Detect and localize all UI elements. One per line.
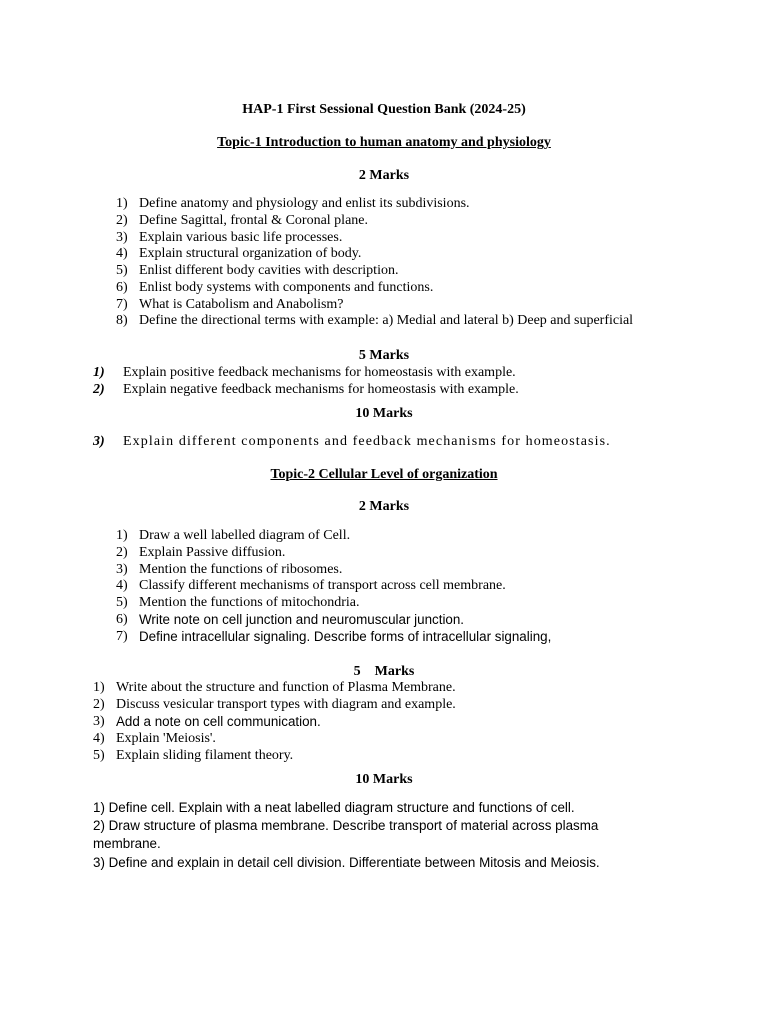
- list-item-number: 7): [116, 629, 128, 644]
- list-item: Explain Passive diffusion.: [139, 545, 286, 560]
- topic2-10marks-heading: 10 Marks: [355, 772, 413, 787]
- list-item: Define Sagittal, frontal & Coronal plane.: [139, 213, 368, 228]
- list-item: What is Catabolism and Anabolism?: [139, 297, 344, 312]
- list-item-number: 1): [116, 196, 128, 211]
- list-item: Explain positive feedback mechanisms for homeostasis with example.: [123, 365, 516, 380]
- list-item: Enlist body systems with components and functions.: [139, 280, 434, 295]
- list-item: Define intracellular signaling. Describe forms of intracellular signaling,: [139, 629, 552, 644]
- list-item-number: 4): [116, 246, 128, 261]
- list-item-number: 3): [93, 714, 105, 729]
- topic1-5marks-heading: 5 Marks: [358, 348, 410, 363]
- list-item-number: 1): [116, 528, 128, 543]
- list-item: Write about the structure and function of Plasma Membrane.: [116, 680, 456, 695]
- list-item-number: 2): [116, 213, 128, 228]
- list-item: Explain various basic life processes.: [139, 230, 343, 245]
- list-item: Explain different components and feedback mechanisms for homeostasis.: [123, 434, 611, 449]
- list-item: Mention the functions of mitochondria.: [139, 595, 360, 610]
- list-item-number: 5): [116, 263, 128, 278]
- list-item: Explain 'Meiosis'.: [116, 731, 216, 746]
- document-title: HAP-1 First Sessional Question Bank (2024-25): [242, 102, 526, 117]
- list-item-number: 3): [116, 562, 128, 577]
- list-item: Explain sliding filament theory.: [116, 748, 294, 763]
- list-item-number: 6): [116, 612, 128, 627]
- topic2-2marks-heading: 2 Marks: [358, 499, 410, 514]
- topic1-2marks-heading: 2 Marks: [358, 168, 410, 183]
- list-item: 3) Define and explain in detail cell division. Differentiate between Mitosis and Meiosis.: [93, 855, 600, 870]
- list-item: Write note on cell junction and neuromuscular junction.: [139, 612, 465, 627]
- list-item-number: 2): [116, 545, 128, 560]
- list-item-number: 3): [116, 230, 128, 245]
- topic1-heading: Topic-1 Introduction to human anatomy and physiology: [217, 135, 551, 150]
- list-item-number: 6): [116, 280, 128, 295]
- list-item: Explain structural organization of body.: [139, 246, 362, 261]
- list-item-number: 2): [93, 697, 105, 712]
- list-item-number: 4): [116, 578, 128, 593]
- list-item-number: 2): [93, 382, 105, 397]
- list-item-number: 8): [116, 313, 128, 328]
- list-item-number: 4): [93, 731, 105, 746]
- list-item-number: 1): [93, 680, 105, 695]
- list-item: Define the directional terms with example: a) Medial and lateral b) Deep and superficial: [139, 313, 634, 328]
- list-item: Define anatomy and physiology and enlist its subdivisions.: [139, 196, 470, 211]
- list-item: Draw a well labelled diagram of Cell.: [139, 528, 351, 543]
- list-item-number: 3): [93, 434, 105, 449]
- list-item-number: 5): [116, 595, 128, 610]
- list-item-continuation: membrane.: [93, 836, 161, 851]
- topic2-heading: Topic-2 Cellular Level of organization: [270, 467, 498, 482]
- list-item: Classify different mechanisms of transport across cell membrane.: [139, 578, 506, 593]
- topic2-5marks-heading: 5 Marks: [353, 664, 415, 679]
- list-item: Add a note on cell communication.: [116, 714, 321, 729]
- list-item-number: 7): [116, 297, 128, 312]
- list-item-number: 1): [93, 365, 105, 380]
- list-item-number: 5): [93, 748, 105, 763]
- list-item: 2) Draw structure of plasma membrane. Describe transport of material across plasma: [93, 818, 599, 833]
- topic1-10marks-heading: 10 Marks: [355, 406, 413, 421]
- list-item: 1) Define cell. Explain with a neat labelled diagram structure and functions of cell.: [93, 800, 575, 815]
- list-item: Discuss vesicular transport types with diagram and example.: [116, 697, 456, 712]
- list-item: Enlist different body cavities with description.: [139, 263, 399, 278]
- list-item: Explain negative feedback mechanisms for homeostasis with example.: [123, 382, 519, 397]
- list-item: Mention the functions of ribosomes.: [139, 562, 343, 577]
